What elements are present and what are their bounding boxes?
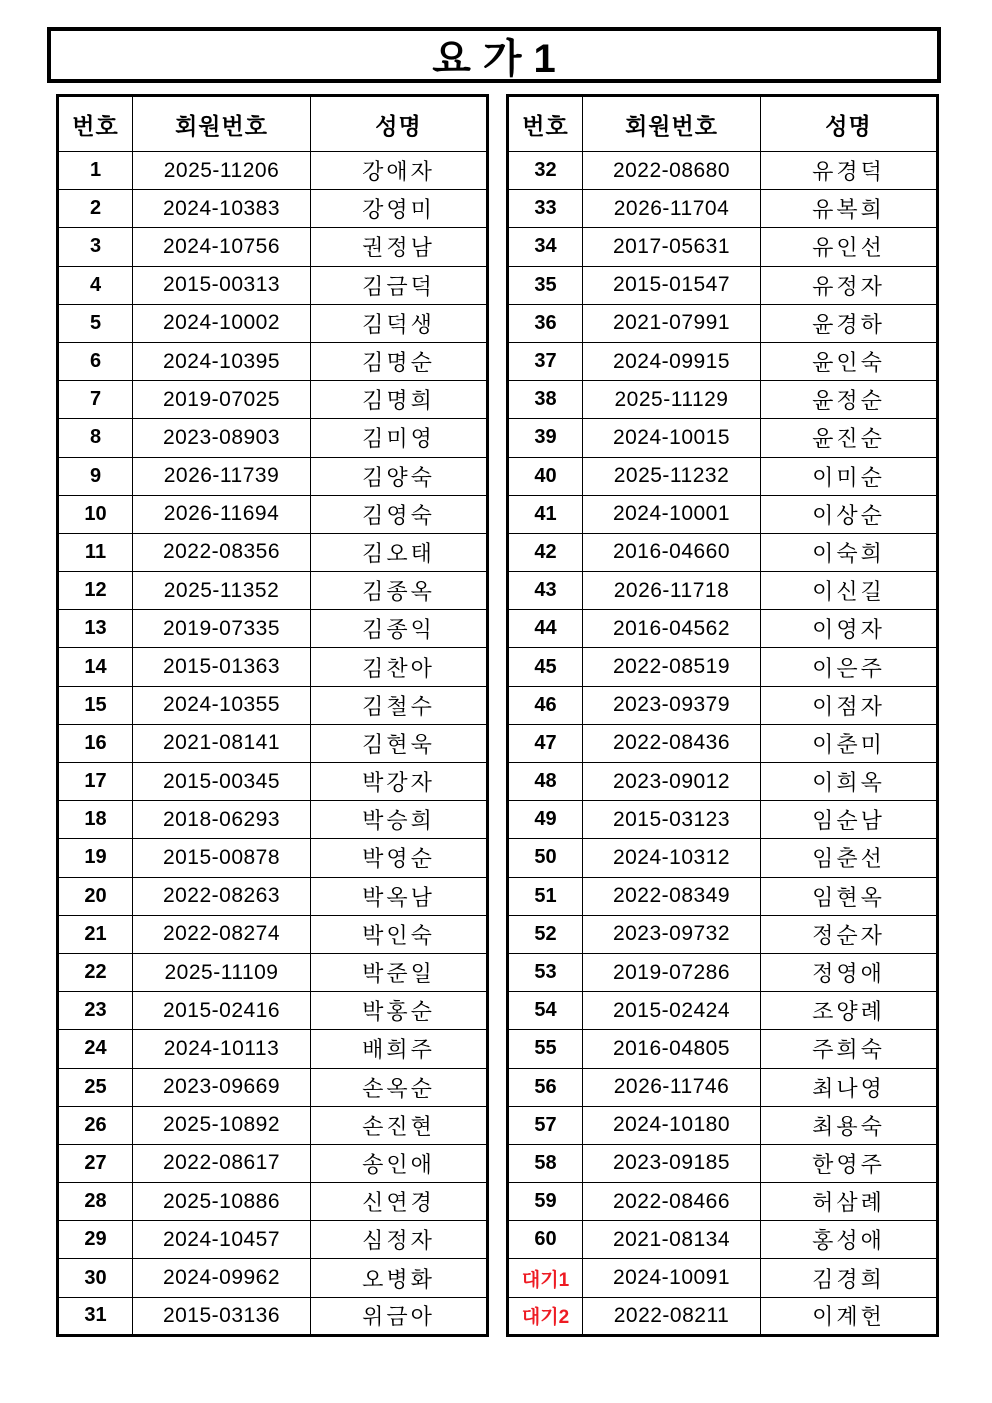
table-row [58, 877, 488, 915]
member-name: 이은주 [761, 648, 938, 686]
member-number: 2024-10091 [583, 1259, 761, 1297]
member-number: 2025-11129 [583, 381, 761, 419]
page-title: 요가1 [432, 36, 568, 81]
row-number: 37 [508, 342, 583, 380]
row-number: 17 [58, 763, 133, 801]
row-number: 16 [58, 724, 133, 762]
row-number: 21 [58, 915, 133, 953]
header-row [508, 96, 938, 152]
member-number: 2019-07025 [133, 381, 311, 419]
table-row [58, 610, 488, 648]
row-number: 34 [508, 228, 583, 266]
member-name: 김명희 [311, 381, 488, 419]
member-number: 2021-08134 [583, 1221, 761, 1259]
row-number: 6 [58, 342, 133, 380]
row-number: 59 [508, 1183, 583, 1221]
member-number: 2025-11109 [133, 953, 311, 991]
row-number-waitlist: 대기2 [508, 1297, 583, 1335]
member-number: 2023-09732 [583, 915, 761, 953]
member-number: 2016-04805 [583, 1030, 761, 1068]
member-number: 2015-01363 [133, 648, 311, 686]
member-number: 2026-11718 [583, 572, 761, 610]
member-number: 2018-06293 [133, 801, 311, 839]
table-row [58, 1144, 488, 1182]
member-number: 2022-08349 [583, 877, 761, 915]
member-name: 윤정순 [761, 381, 938, 419]
member-name: 강영미 [311, 190, 488, 228]
row-number: 49 [508, 801, 583, 839]
member-name: 박옥남 [311, 877, 488, 915]
row-number: 60 [508, 1221, 583, 1259]
row-number: 30 [58, 1259, 133, 1297]
member-number: 2015-02416 [133, 992, 311, 1030]
table-row [58, 1183, 488, 1221]
member-name: 김종익 [311, 610, 488, 648]
row-number: 9 [58, 457, 133, 495]
member-number: 2025-11206 [133, 152, 311, 190]
table-row [508, 152, 938, 190]
row-number: 11 [58, 533, 133, 571]
table-row [58, 953, 488, 991]
member-name: 조양례 [761, 992, 938, 1030]
member-number: 2022-08436 [583, 724, 761, 762]
row-number-waitlist: 대기1 [508, 1259, 583, 1297]
member-number: 2025-11232 [583, 457, 761, 495]
member-number: 2023-09012 [583, 763, 761, 801]
row-number: 18 [58, 801, 133, 839]
table-row [58, 1221, 488, 1259]
table-row [508, 763, 938, 801]
member-name: 유인선 [761, 228, 938, 266]
row-number: 7 [58, 381, 133, 419]
member-number: 2022-08617 [133, 1144, 311, 1182]
table-row [508, 839, 938, 877]
row-number: 29 [58, 1221, 133, 1259]
member-number: 2015-00878 [133, 839, 311, 877]
row-number: 38 [508, 381, 583, 419]
row-number: 44 [508, 610, 583, 648]
row-number: 41 [508, 495, 583, 533]
member-number: 2015-00345 [133, 763, 311, 801]
column-header-name: 성명 [761, 96, 938, 152]
member-name: 김양숙 [311, 457, 488, 495]
member-name: 윤경하 [761, 304, 938, 342]
member-name: 임춘선 [761, 839, 938, 877]
table-row [58, 533, 488, 571]
table-row [58, 763, 488, 801]
row-number: 23 [58, 992, 133, 1030]
member-number: 2024-10457 [133, 1221, 311, 1259]
member-name: 김종옥 [311, 572, 488, 610]
row-number: 56 [508, 1068, 583, 1106]
member-name: 배희주 [311, 1030, 488, 1068]
member-number: 2025-10892 [133, 1106, 311, 1144]
member-name: 한영주 [761, 1144, 938, 1182]
table-row [58, 724, 488, 762]
table-row [508, 610, 938, 648]
member-number: 2023-09669 [133, 1068, 311, 1106]
row-number: 50 [508, 839, 583, 877]
table-row [508, 572, 938, 610]
column-header-name: 성명 [311, 96, 488, 152]
member-number: 2022-08466 [583, 1183, 761, 1221]
row-number: 32 [508, 152, 583, 190]
row-number: 55 [508, 1030, 583, 1068]
member-name: 김오태 [311, 533, 488, 571]
member-number: 2015-03123 [583, 801, 761, 839]
member-name: 유경덕 [761, 152, 938, 190]
title-box [47, 27, 941, 83]
member-name: 김덕생 [311, 304, 488, 342]
table-row [508, 915, 938, 953]
table-row [508, 801, 938, 839]
table-row [508, 304, 938, 342]
member-table-right [506, 94, 939, 1337]
table-row [58, 152, 488, 190]
member-name: 오병화 [311, 1259, 488, 1297]
member-name: 위금아 [311, 1297, 488, 1335]
member-name: 김철수 [311, 686, 488, 724]
row-number: 22 [58, 953, 133, 991]
table-row [58, 648, 488, 686]
member-name: 강애자 [311, 152, 488, 190]
row-number: 43 [508, 572, 583, 610]
member-name: 유복희 [761, 190, 938, 228]
member-number: 2017-05631 [583, 228, 761, 266]
member-name: 박강자 [311, 763, 488, 801]
member-number: 2015-02424 [583, 992, 761, 1030]
row-number: 31 [58, 1297, 133, 1335]
table-row [508, 686, 938, 724]
member-number: 2024-10113 [133, 1030, 311, 1068]
row-number: 25 [58, 1068, 133, 1106]
member-name: 윤진순 [761, 419, 938, 457]
member-number: 2022-08211 [583, 1297, 761, 1335]
member-number: 2019-07286 [583, 953, 761, 991]
member-number: 2016-04660 [583, 533, 761, 571]
member-number: 2021-08141 [133, 724, 311, 762]
table-row [508, 1030, 938, 1068]
row-number: 48 [508, 763, 583, 801]
table-row [58, 419, 488, 457]
member-name: 이춘미 [761, 724, 938, 762]
row-number: 24 [58, 1030, 133, 1068]
row-number: 13 [58, 610, 133, 648]
table-row [508, 992, 938, 1030]
member-name: 최나영 [761, 1068, 938, 1106]
row-number: 2 [58, 190, 133, 228]
row-number: 58 [508, 1144, 583, 1182]
member-number: 2025-10886 [133, 1183, 311, 1221]
table-row [508, 1221, 938, 1259]
member-name: 김영숙 [311, 495, 488, 533]
row-number: 8 [58, 419, 133, 457]
table-row [58, 992, 488, 1030]
table-row [58, 228, 488, 266]
member-name: 이점자 [761, 686, 938, 724]
member-name: 권정남 [311, 228, 488, 266]
row-number: 47 [508, 724, 583, 762]
member-number: 2024-09962 [133, 1259, 311, 1297]
row-number: 4 [58, 266, 133, 304]
member-number: 2026-11739 [133, 457, 311, 495]
table-row [508, 457, 938, 495]
row-number: 28 [58, 1183, 133, 1221]
member-name: 이신길 [761, 572, 938, 610]
member-number: 2026-11746 [583, 1068, 761, 1106]
table-row [58, 686, 488, 724]
table-row [508, 1259, 938, 1297]
row-number: 45 [508, 648, 583, 686]
column-header-member-no: 회원번호 [583, 96, 761, 152]
table-row [58, 572, 488, 610]
row-number: 12 [58, 572, 133, 610]
member-name: 김명순 [311, 342, 488, 380]
member-name: 이숙희 [761, 533, 938, 571]
member-number: 2024-10180 [583, 1106, 761, 1144]
member-number: 2015-01547 [583, 266, 761, 304]
table-row [508, 533, 938, 571]
row-number: 51 [508, 877, 583, 915]
member-name: 최용숙 [761, 1106, 938, 1144]
member-name: 박인숙 [311, 915, 488, 953]
column-header-member-no: 회원번호 [133, 96, 311, 152]
row-number: 10 [58, 495, 133, 533]
member-name: 유정자 [761, 266, 938, 304]
member-number: 2015-00313 [133, 266, 311, 304]
table-row [58, 1068, 488, 1106]
member-number: 2024-10312 [583, 839, 761, 877]
member-name: 신연경 [311, 1183, 488, 1221]
row-number: 35 [508, 266, 583, 304]
table-row [508, 190, 938, 228]
member-table-left [56, 94, 489, 1337]
member-number: 2015-03136 [133, 1297, 311, 1335]
member-name: 김현욱 [311, 724, 488, 762]
row-number: 39 [508, 419, 583, 457]
member-number: 2025-11352 [133, 572, 311, 610]
table-row [508, 1183, 938, 1221]
table-row [508, 1068, 938, 1106]
table-row [58, 381, 488, 419]
member-name: 박승희 [311, 801, 488, 839]
table-row [58, 915, 488, 953]
row-number: 53 [508, 953, 583, 991]
row-number: 40 [508, 457, 583, 495]
member-number: 2022-08519 [583, 648, 761, 686]
row-number: 57 [508, 1106, 583, 1144]
member-name: 김미영 [311, 419, 488, 457]
member-number: 2021-07991 [583, 304, 761, 342]
row-number: 33 [508, 190, 583, 228]
table-row [58, 342, 488, 380]
member-name: 허삼례 [761, 1183, 938, 1221]
member-number: 2022-08274 [133, 915, 311, 953]
member-number: 2024-10395 [133, 342, 311, 380]
row-number: 42 [508, 533, 583, 571]
row-number: 15 [58, 686, 133, 724]
member-name: 박홍순 [311, 992, 488, 1030]
member-name: 윤인숙 [761, 342, 938, 380]
row-number: 36 [508, 304, 583, 342]
table-row [508, 877, 938, 915]
row-number: 54 [508, 992, 583, 1030]
member-number: 2024-10015 [583, 419, 761, 457]
row-number: 14 [58, 648, 133, 686]
table-row [508, 381, 938, 419]
table-row [508, 495, 938, 533]
table-row [58, 495, 488, 533]
member-name: 임순남 [761, 801, 938, 839]
row-number: 5 [58, 304, 133, 342]
member-number: 2024-10355 [133, 686, 311, 724]
member-name: 손진현 [311, 1106, 488, 1144]
column-header-no: 번호 [58, 96, 133, 152]
table-row [508, 1144, 938, 1182]
member-number: 2024-10756 [133, 228, 311, 266]
member-name: 김금덕 [311, 266, 488, 304]
table-row [508, 724, 938, 762]
row-number: 27 [58, 1144, 133, 1182]
row-number: 26 [58, 1106, 133, 1144]
column-header-no: 번호 [508, 96, 583, 152]
member-name: 임현옥 [761, 877, 938, 915]
row-number: 19 [58, 839, 133, 877]
table-row [58, 801, 488, 839]
table-row [58, 1106, 488, 1144]
table-row [58, 1030, 488, 1068]
member-number: 2022-08263 [133, 877, 311, 915]
member-number: 2023-08903 [133, 419, 311, 457]
member-name: 이계헌 [761, 1297, 938, 1335]
table-row [58, 839, 488, 877]
member-name: 이희옥 [761, 763, 938, 801]
member-name: 박준일 [311, 953, 488, 991]
member-number: 2022-08680 [583, 152, 761, 190]
table-row [508, 953, 938, 991]
table-row [58, 1259, 488, 1297]
member-number: 2024-10001 [583, 495, 761, 533]
member-number: 2024-09915 [583, 342, 761, 380]
member-number: 2024-10002 [133, 304, 311, 342]
member-name: 김경희 [761, 1259, 938, 1297]
member-number: 2022-08356 [133, 533, 311, 571]
member-number: 2026-11694 [133, 495, 311, 533]
table-row [58, 457, 488, 495]
row-number: 3 [58, 228, 133, 266]
table-row [58, 304, 488, 342]
member-name: 주희숙 [761, 1030, 938, 1068]
table-row [508, 228, 938, 266]
member-number: 2026-11704 [583, 190, 761, 228]
member-number: 2019-07335 [133, 610, 311, 648]
table-row [508, 342, 938, 380]
member-name: 이미순 [761, 457, 938, 495]
tables-container [56, 94, 939, 1337]
table-row [58, 190, 488, 228]
table-row [58, 1297, 488, 1335]
member-name: 정영애 [761, 953, 938, 991]
member-number: 2023-09379 [583, 686, 761, 724]
member-name: 박영순 [311, 839, 488, 877]
row-number: 46 [508, 686, 583, 724]
member-name: 송인애 [311, 1144, 488, 1182]
table-row [508, 266, 938, 304]
member-name: 정순자 [761, 915, 938, 953]
member-name: 김찬아 [311, 648, 488, 686]
member-name: 이영자 [761, 610, 938, 648]
header-row [58, 96, 488, 152]
member-name: 홍성애 [761, 1221, 938, 1259]
member-name: 손옥순 [311, 1068, 488, 1106]
row-number: 52 [508, 915, 583, 953]
member-number: 2016-04562 [583, 610, 761, 648]
member-name: 이상순 [761, 495, 938, 533]
member-number: 2024-10383 [133, 190, 311, 228]
table-row [508, 648, 938, 686]
row-number: 1 [58, 152, 133, 190]
table-row [508, 1106, 938, 1144]
row-number: 20 [58, 877, 133, 915]
table-row [58, 266, 488, 304]
member-number: 2023-09185 [583, 1144, 761, 1182]
member-name: 심정자 [311, 1221, 488, 1259]
table-row [508, 1297, 938, 1335]
table-row [508, 419, 938, 457]
